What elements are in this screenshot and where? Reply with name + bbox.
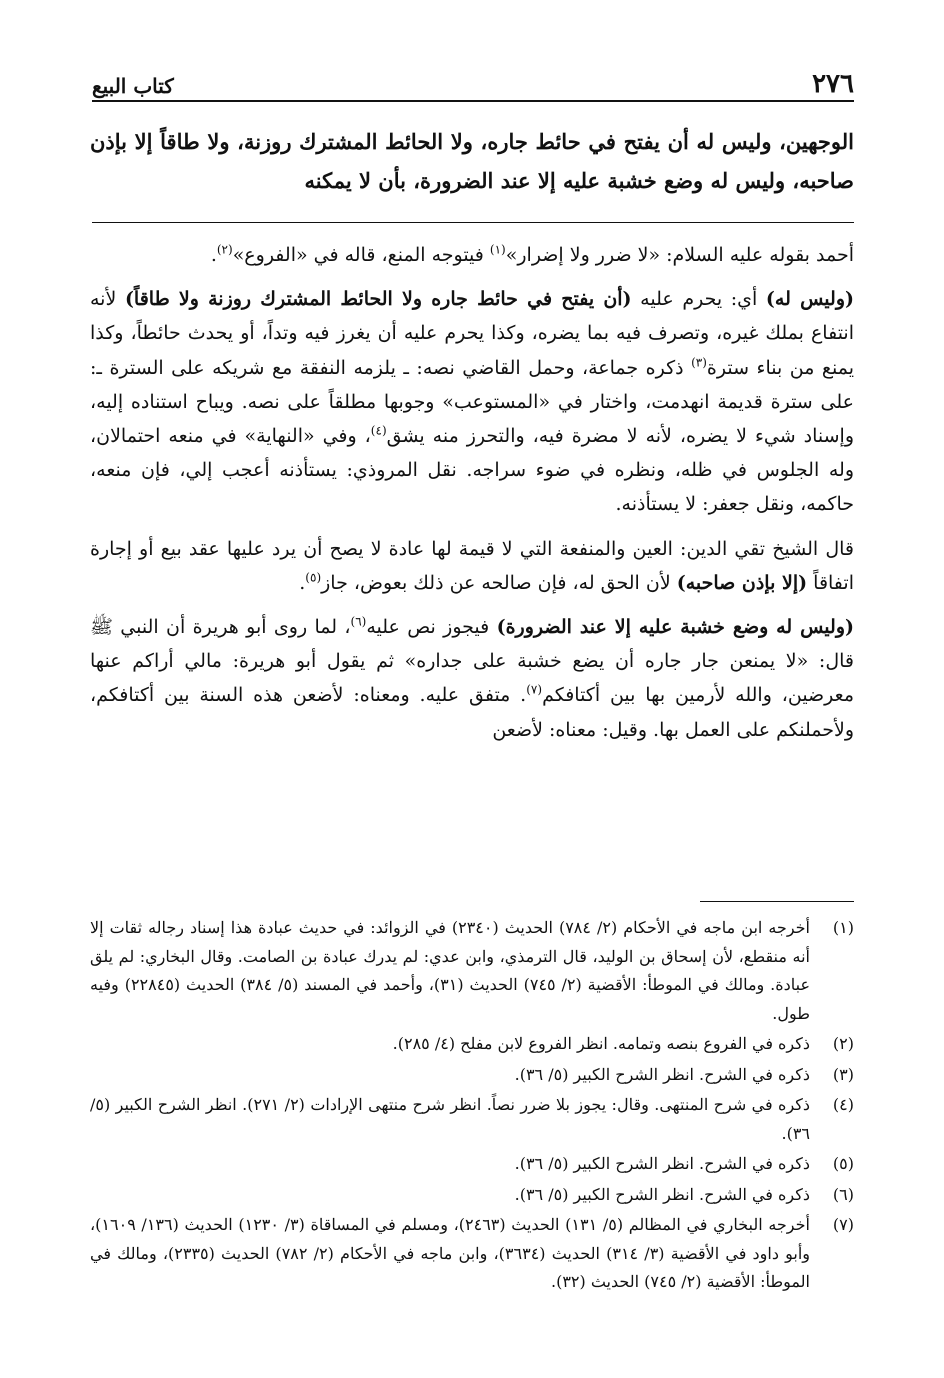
- commentary-paragraph-3: قال الشيخ تقي الدين: العين والمنفعة التي لا قيمة لها عادة لا يصح أن يرد عليها عقد بيع أو إجارة اتفاقاً (إلا بإذن صاحبه) لأن الحق له، فإن صالحه عن ذلك بعوض، جاز$^{(٥)}$.: [90, 537, 854, 594]
- footnotes: [90, 914, 854, 1299]
- footnote-ref: (٢): [216, 242, 233, 257]
- footnote-text: ذكره في الشرح. انظر الشرح الكبير (٥/ ٣٦).: [514, 1064, 810, 1084]
- footnote-ref: (٦): [350, 614, 367, 629]
- footnote-number: (٣): [832, 1064, 854, 1084]
- footnote-number: (٦): [832, 1184, 854, 1204]
- footnote-number: (٥): [832, 1154, 854, 1173]
- matn-text: الوجهين، وليس له أن يفتح في حائط جاره، ولا الحائط المشترك روزنة، ولا طاقاً إلا بإذن صاحبه، وليس له وضع خشبة عليه إلا عند الضرورة، بأن لا يمكنه: [90, 129, 854, 193]
- footnote-number: (١): [832, 918, 854, 937]
- footnote-text: ذكره في الفروع بنصه وتمامه. انظر الفروع لابن مفلح (٤/ ٢٨٥).: [392, 1034, 810, 1053]
- page-number: ٢٧٦: [812, 69, 854, 99]
- footnote: [90, 1061, 854, 1090]
- footnote: [90, 1181, 854, 1210]
- footnote-text: أخرجه ابن ماجه في الأحكام (٢/ ٧٨٤) الحديث (٢٣٤٠) في الزوائد: في حديث عبادة هذا إسناد رجاله ثقات إلا أنه منقطع، لأن إسحاق بن الوليد، قال الترمذي، وابن عدي: لم يدرك عبادة بن الصامت. وقال البخاري: لم يلق عبادة. ومالك في الموطأ: الأقضية (٢/ ٧٤٥) الحديث (٣١)، وأحمد في المسند (٥/ ٣٨٤) الحديث (٢٢٨٤٥) وفيه طول.: [90, 918, 810, 1023]
- footnote-number: (٧): [832, 1215, 854, 1234]
- commentary-paragraph-2: (وليس له) أي: يحرم عليه (أن يفتح في حائط جاره ولا الحائط المشترك روزنة ولا طاقاً) لأنه انتفاع بملك غيره، وتصرف فيه بما يضره، وكذا يحرم عليه أن يغرز فيه وتداً، أو يحدث حائطاً، وكذا يمنع من بناء سترة$^{(٣)}$ ذكره جماعة، وحمل القاضي نصه: ـ يلزمه النفقة مع شريكه على السترة ـ: على سترة قديمة انهدمت، واختار في «المستوعب» وجوبها مطلقاً على نصه. ويباح استناده إليه، وإسناد شيء لا يضره، لأنه لا مضرة فيه، والتحرز منه يشق$^{(٤)}$، وفي «النهاية» في منعه احتمالان، وله الجلوس في ظله، ونظره في ضوء سراجه. نقل المروذي: يستأذنه أعجب إلي، فإن منعه، حاكمه، ونقل جعفر: لا يستأذنه.: [90, 288, 854, 516]
- footnote-text: أخرجه البخاري في المظالم (٥/ ١٣١) الحديث (٢٤٦٣)، ومسلم في المساقاة (٣/ ١٢٣٠) الحديث (١٣٦/ ١٦٠٩)، وأبو داود في الأقضية (٣/ ٣١٤) الحديث (٣٦٣٤)، وابن ماجه في الأحكام (٢/ ٧٨٢) الحديث (٢٣٣٥)، ومالك في الموطأ: الأقضية (٢/ ٧٤٥) الحديث (٣٢).: [90, 1215, 811, 1291]
- footnote-text: ذكره في الشرح. انظر الشرح الكبير (٥/ ٣٦).: [514, 1184, 810, 1204]
- page-header: [92, 66, 854, 102]
- commentary: [90, 238, 854, 757]
- footnote-text: ذكره في الشرح. انظر الشرح الكبير (٥/ ٣٦).: [514, 1154, 810, 1173]
- matn-separator: [92, 222, 854, 223]
- footnote: [90, 914, 854, 1028]
- footnote: [90, 1150, 854, 1179]
- footnote-ref: (٥): [305, 570, 322, 585]
- footnote: [90, 1091, 854, 1148]
- footnote-ref: (١): [489, 242, 506, 257]
- commentary-paragraph-4: (وليس له وضع خشبة عليه إلا عند الضرورة) فيجوز نص عليه$^{(٦)}$، لما روى أبو هريرة أن النبي ﷺ قال: «لا يمنعن جار جاره أن يضع خشبة على جداره» ثم يقول أبو هريرة: مالي أراكم عنها معرضين، والله لأرمين بها بين أكتافكم$^{(٧)}$. متفق عليه. ومعناه: لأضعن هذه السنة بين أكتافكم، ولأحملنكم على العمل بها. وقيل: معناه: لأضعن: [90, 614, 855, 741]
- footnote: [90, 1030, 854, 1059]
- footnote-number: (٢): [832, 1034, 854, 1053]
- footnote-ref: (٧): [526, 683, 543, 698]
- footnote-number: (٤): [832, 1095, 854, 1114]
- footnote-text: ذكره في شرح المنتهى. وقال: يجوز بلا ضرر نصاً. انظر شرح منتهى الإرادات (٢/ ٢٧١). انظر الشرح الكبير (٥/ ٣٦).: [90, 1095, 811, 1143]
- footnote: [90, 1211, 854, 1297]
- footnote-ref: (٣): [691, 355, 707, 370]
- footnote-separator: [700, 901, 854, 902]
- book-title: كتاب البيع: [92, 74, 174, 98]
- commentary-paragraph-1: أحمد بقوله عليه السلام: «لا ضرر ولا إضرار»$^{(١)}$ فيتوجه المنع، قاله في «الفروع»$^{(٢)}$.: [210, 242, 854, 266]
- footnote-ref: (٤): [370, 423, 387, 438]
